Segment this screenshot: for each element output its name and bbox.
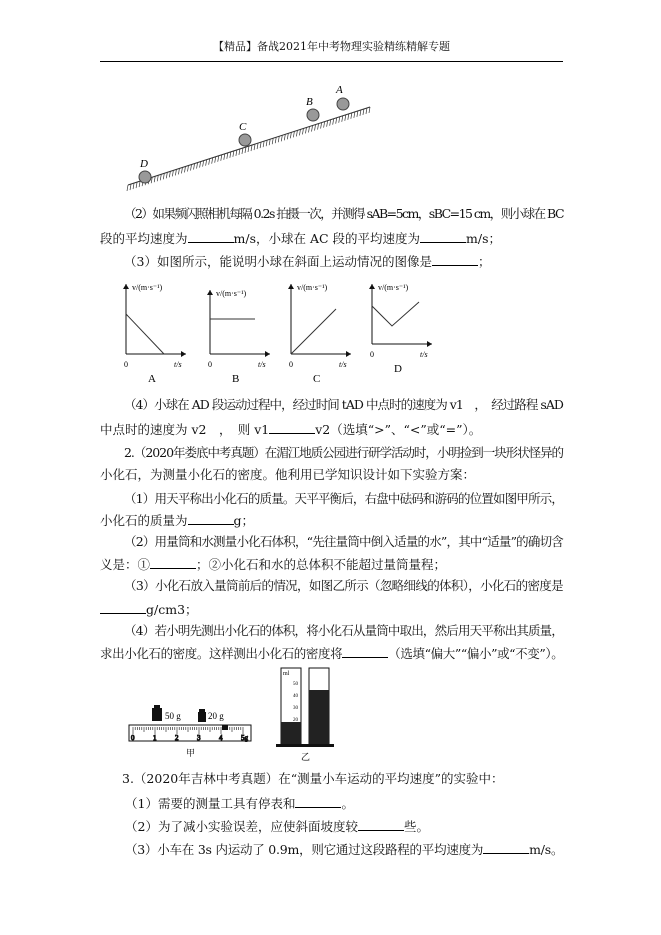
y-label: v/(m·s⁻¹) — [132, 283, 163, 292]
answer-blank[interactable] — [150, 556, 196, 569]
text: m/s。 — [529, 842, 564, 857]
graph-d — [364, 278, 444, 388]
answer-blank[interactable] — [342, 645, 388, 658]
arrow-icon — [346, 351, 351, 357]
graph-c — [283, 278, 363, 388]
q3-intro: 3.（2020年吉林中考真题）在“测量小车运动的平均速度”的实验中： — [122, 771, 504, 786]
arrow-icon — [123, 284, 129, 289]
answer-blank[interactable] — [100, 601, 146, 614]
text: （选填“偏大”“偏小”或“不变”）。 — [388, 646, 564, 661]
text: 段的平均速度为 — [100, 231, 188, 246]
page-header: 【精品】备战2021年中考物理实验精练精解专题 — [213, 40, 450, 53]
rider — [222, 725, 228, 730]
text: g； — [233, 513, 255, 528]
scale-label: 3 — [197, 734, 201, 742]
graph-caption: D — [394, 363, 402, 375]
q2-intro-line1: 2.（2020年娄底中考真题）在湄江地质公园进行研学活动时，小明捡到一块形状怪异的 — [124, 445, 564, 460]
graph-caption: A — [148, 373, 156, 385]
text: ； — [477, 254, 491, 269]
header-rule — [100, 61, 563, 62]
incline-surface — [127, 107, 370, 191]
answer-blank[interactable] — [483, 841, 529, 854]
ball-a — [337, 98, 349, 110]
ball-c — [239, 134, 251, 146]
text: 小化石的质量为 — [100, 513, 188, 528]
text: g/cm3； — [146, 602, 198, 617]
label-c: C — [239, 121, 247, 133]
x-label: t/s — [174, 360, 182, 369]
graph-line — [372, 302, 419, 326]
text: （2）为了减小实验误差，应使斜面坡度较 — [125, 819, 358, 834]
answer-blank[interactable] — [295, 795, 341, 808]
q2-part3-line2 — [100, 601, 563, 617]
text: m/s，小球在 AC 段的平均速度为 — [233, 231, 421, 246]
x-label: t/s — [420, 350, 428, 359]
answer-blank[interactable] — [432, 253, 478, 266]
text: 义是：① — [100, 557, 151, 572]
ball-d — [139, 171, 151, 183]
text: 些。 — [403, 819, 429, 834]
text: （3）小车在 3s 内运动了 0.9m，则它通过这段路程的平均速度为 — [125, 842, 484, 857]
weight-50g-label: 50 g — [165, 711, 181, 721]
q2-part3-line1: （3）小化石放入量筒前后的情况，如图乙所示（忽略细线的体积），小化石的密度是 — [124, 578, 563, 593]
weight-20g-label: 20 g — [208, 711, 224, 721]
text: （3）如图所示，能说明小球在斜面上运动情况的图像是 — [124, 254, 432, 269]
q2-intro-line2: 小化石，为测量小化石的密度。他利用已学知识设计如下实验方案： — [100, 467, 476, 482]
text: 求出小化石的密度。这样测出小化石的密度将 — [100, 646, 343, 661]
q2-part1-line2 — [100, 512, 563, 528]
graph-a — [118, 278, 198, 388]
origin-label: 0 — [289, 360, 293, 369]
q2-part2-line2 — [100, 556, 563, 572]
q3-part1 — [125, 795, 563, 811]
incline-figure — [120, 80, 380, 200]
graph-line — [126, 314, 164, 354]
y-label: v/(m·s⁻¹) — [378, 283, 409, 292]
cylinders-figure — [274, 664, 338, 764]
label-d: D — [140, 158, 148, 170]
q2-part4-line2 — [100, 645, 563, 661]
answer-blank[interactable] — [420, 230, 466, 243]
q1-part2-line1: （2）如果频闪照相机每隔 0.2s 拍摄一次，并测得 sAB=5cm，sBC=15 cm，则小球在 BC — [124, 206, 563, 221]
unit-label: ml — [283, 671, 290, 677]
answer-blank[interactable] — [269, 421, 315, 434]
scale-label: 5g — [241, 734, 248, 742]
cylinder-before — [276, 668, 306, 747]
text: ；②小化石和水的总体积不能超过量筒量程； — [196, 557, 447, 572]
origin-label: 0 — [208, 360, 212, 369]
label-b: B — [306, 96, 313, 108]
label-a: A — [336, 84, 343, 96]
caption-yi: 乙 — [301, 752, 311, 762]
q1-part2-line2 — [100, 230, 563, 246]
answer-blank[interactable] — [188, 230, 234, 243]
text: v2（选填“>”、“<”或“=”）。 — [315, 422, 482, 437]
graph-line — [291, 309, 336, 354]
arrow-icon — [181, 351, 186, 357]
tick-40: 40 — [293, 694, 298, 699]
text: m/s； — [466, 231, 502, 246]
tick-30: 30 — [293, 706, 298, 711]
scale-label: 0 — [131, 734, 135, 742]
cylinder-after — [304, 668, 334, 747]
answer-blank[interactable] — [358, 818, 404, 831]
answer-blank[interactable] — [188, 512, 234, 525]
q1-part4-line2 — [100, 421, 563, 437]
tick-20: 20 — [293, 718, 298, 723]
scale-label: 1 — [153, 734, 157, 742]
y-label: v/(m·s⁻¹) — [216, 289, 247, 298]
q2-part1-line1: （1）用天平称出小化石的质量。天平平衡后，右盘中砝码和游码的位置如图甲所示， — [124, 491, 563, 506]
arrow-icon — [265, 351, 270, 357]
q1-part4-line1: （4）小球在 AD 段运动过程中，经过时间 tAD 中点时的速度为 v1 ， 经过路程 sAD — [124, 397, 563, 412]
balance-figure — [124, 700, 254, 765]
graph-caption: C — [313, 373, 321, 385]
q3-part2 — [125, 818, 563, 834]
graph-b — [202, 278, 282, 388]
text: 中点时的速度为 v2 ， 则 v1 — [100, 422, 270, 437]
scale-label: 4 — [219, 734, 223, 742]
arrow-icon — [369, 284, 375, 289]
tick-50: 50 — [293, 682, 298, 687]
arrow-icon — [288, 284, 294, 289]
origin-label: 0 — [370, 350, 374, 359]
x-label: t/s — [258, 360, 266, 369]
arrow-icon — [207, 290, 213, 295]
q2-part2-line1: （2）用量筒和水测量小化石体积，“先往量筒中倒入适量的水”，其中“适量”的确切含 — [124, 534, 563, 549]
caption-jia: 甲 — [186, 748, 196, 758]
ball-b — [307, 109, 319, 121]
y-label: v/(m·s⁻¹) — [297, 283, 328, 292]
q2-part4-line1: （4）若小明先测出小化石的体积，将小化石从量筒中取出，然后用天平称出其质量， — [124, 623, 563, 638]
q1-part3 — [100, 253, 563, 269]
origin-label: 0 — [124, 360, 128, 369]
scale-label: 2 — [175, 734, 179, 742]
graph-caption: B — [232, 373, 240, 385]
x-label: t/s — [339, 360, 347, 369]
weight-20g — [198, 712, 206, 722]
text: （1）需要的测量工具有停表和 — [125, 796, 296, 811]
weight-50g — [152, 708, 162, 721]
arrow-icon — [427, 341, 432, 347]
text: 。 — [341, 796, 354, 811]
q3-part3 — [125, 841, 563, 857]
